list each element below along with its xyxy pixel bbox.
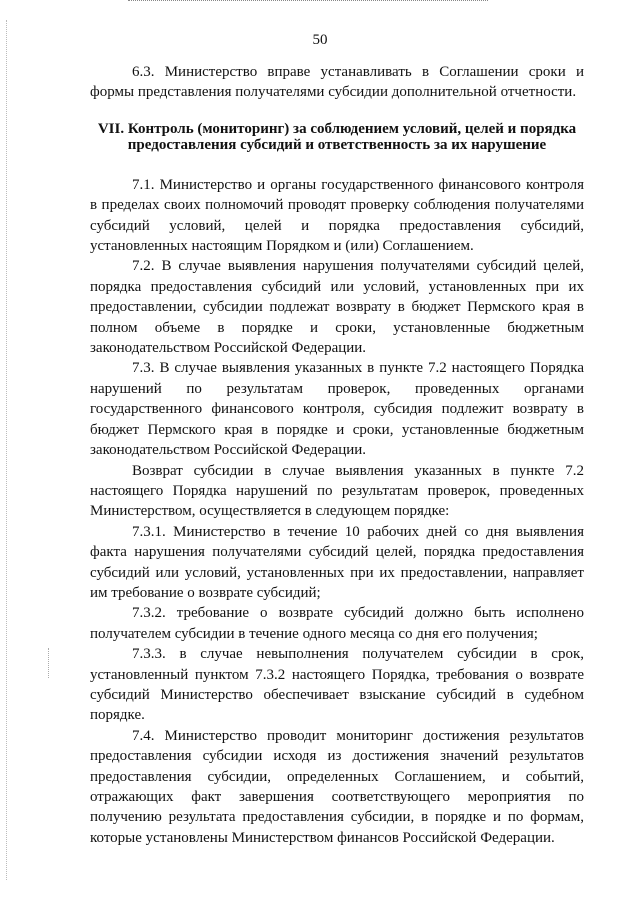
top-scan-edge <box>128 0 488 2</box>
spacer <box>90 103 584 121</box>
paragraph-7-3-3: 7.3.3. в случае невыполнения получателем субсидии в срок, установленный пунктом 7.3.2 настоящего Порядка, требования о возврате субсидий Министерство обеспечивает взыскание субсидий в судебном порядке. <box>90 646 584 724</box>
paragraph-7-2: 7.2. В случае выявления нарушения получателями субсидий целей, порядка предоставления субсидий или условий, установленных при их предоставлении, субсидии подлежат возврату в бюджет Пермского края в полном объеме в порядке и сроки, установленные бюджетным законодательством Российской Федерации. <box>90 258 584 357</box>
left-scan-edge <box>6 20 8 880</box>
paragraph-7-4: 7.4. Министерство проводит мониторинг достижения результатов предоставления субсидии исходя из достижения значений результатов предоставления субсидии, определенных Соглашением, и событий, отражающих факт завершения соответствующего мероприятия по получению результата предоставления субсидии, в порядке и по формам, которые установлены Министерством финансов Российской Федерации. <box>90 727 584 846</box>
section-title <box>90 121 584 153</box>
page-number: 50 <box>312 32 328 48</box>
paragraph-7-3-2: 7.3.2. требование о возврате субсидий должно быть исполнено получателем субсидии в течение одного месяца со дня его получения; <box>90 605 584 642</box>
document-body <box>90 62 584 848</box>
paragraph-refund-procedure: Возврат субсидии в случае выявления указанных в пункте 7.2 настоящего Порядка нарушений по результатам проверок, проведенных Министерством, осуществляется в следующем порядке: <box>90 462 584 520</box>
section-title-line-2: предоставления субсидий и ответственность за их нарушение <box>127 136 547 153</box>
margin-mark <box>48 648 50 678</box>
paragraph-7-3: 7.3. В случае выявления указанных в пункте 7.2 настоящего Порядка нарушений по результатам проверок, проведенных органами государственного финансового контроля, субсидия подлежит возврату в бюджет Пермского края в порядке и сроки, установленные бюджетным законодательством Российской Федерации. <box>90 360 584 459</box>
section-title-line-1: VII. Контроль (мониторинг) за соблюдением условий, целей и порядка <box>97 120 577 137</box>
paragraph-7-1: 7.1. Министерство и органы государственного финансового контроля в пределах своих полномочий проводят проверку соблюдения получателями субсидий условий, целей и порядка предоставления субсидий, установленных настоящим Порядком и (или) Соглашением. <box>90 176 584 255</box>
spacer <box>90 153 584 175</box>
paragraph-6-3: 6.3. Министерство вправе устанавливать в Соглашении сроки и формы представления получателями субсидии дополнительной отчетности. <box>90 64 584 101</box>
paragraph-7-3-1: 7.3.1. Министерство в течение 10 рабочих дней со дня выявления факта нарушения получателями субсидий целей, порядка предоставления субсидий или условий, установленных при их предоставлении, направляет им требование о возврате субсидий; <box>90 523 584 601</box>
